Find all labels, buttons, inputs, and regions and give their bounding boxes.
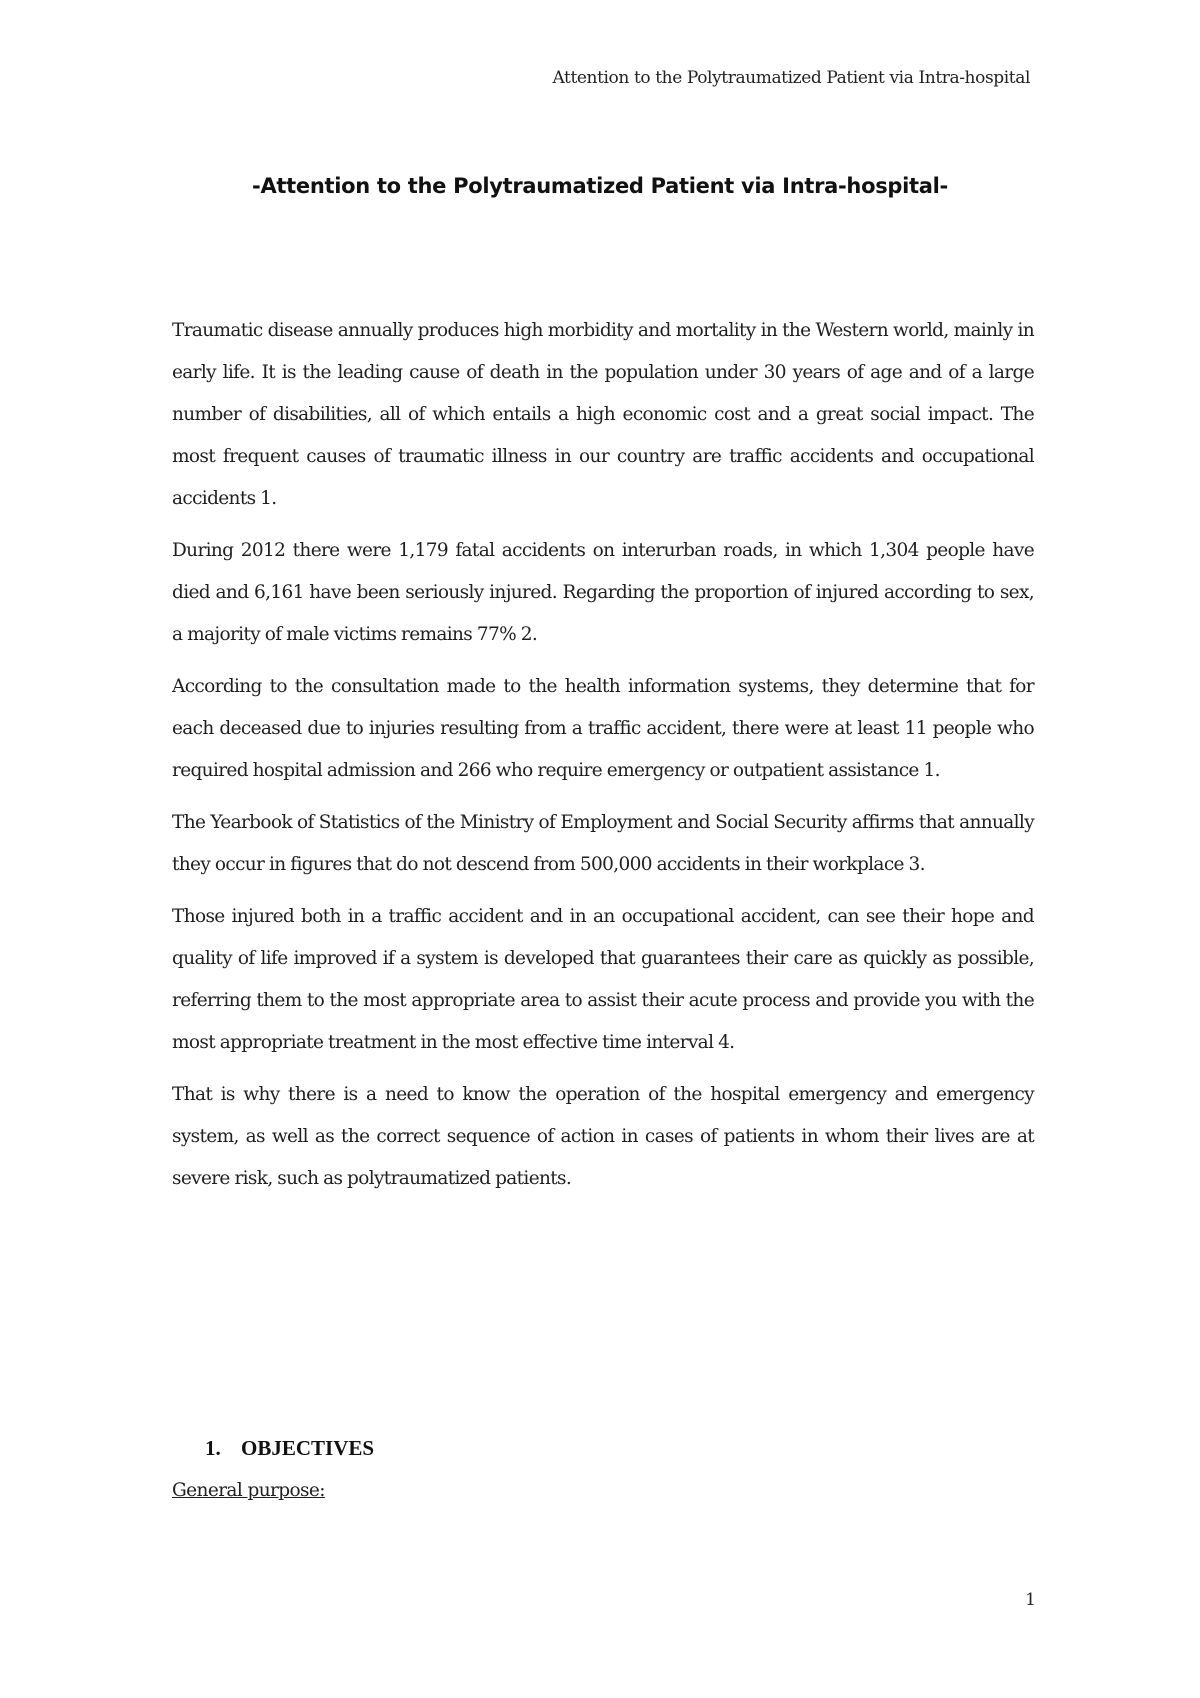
page-number: 1: [1025, 1590, 1036, 1610]
paragraph-2012-accidents: During 2012 there were 1,179 fatal accidents on interurban roads, in which 1,304 people have died and 6,161 have been seriously injured. Regarding the proportion of injured according to sex, a majority of male victims remains 77% 2.: [172, 540, 1034, 645]
section-title: OBJECTIVES: [241, 1436, 375, 1460]
paragraph-need-to-know: That is why there is a need to know the operation of the hospital emergency and emergency system, as well as the correct sequence of action in cases of patients in whom their lives are at severe risk, such as polytraumatized patients.: [172, 1084, 1034, 1189]
body-text: [172, 310, 1034, 1210]
subheading-general-purpose: General purpose:: [172, 1480, 325, 1501]
section-number: 1.: [205, 1436, 221, 1460]
paragraph-injured-care-system: Those injured both in a traffic accident and in an occupational accident, can see their hope and quality of life improved if a system is developed that guarantees their care as quickly as possible, referring them to the most appropriate area to assist their acute process and provide you with the most appropriate treatment in the most effective time interval 4.: [172, 906, 1034, 1053]
paragraph-yearbook-statistics: The Yearbook of Statistics of the Ministry of Employment and Social Security affirms that annually they occur in figures that do not descend from 500,000 accidents in their workplace 3.: [172, 812, 1034, 875]
running-header: Attention to the Polytraumatized Patient via Intra-hospital: [552, 68, 1030, 88]
paragraph-health-information: According to the consultation made to the health information systems, they determine that for each deceased due to injuries resulting from a traffic accident, there were at least 11 people who required hospital admission and 266 who require emergency or outpatient assistance 1.: [172, 676, 1034, 781]
paragraph-traumatic-disease: Traumatic disease annually produces high morbidity and mortality in the Western world, mainly in early life. It is the leading cause of death in the population under 30 years of age and of a large number of disabilities, all of which entails a high economic cost and a great social impact. The most frequent causes of traumatic illness in our country are traffic accidents and occupational accidents 1.: [172, 320, 1034, 509]
document-title: -Attention to the Polytraumatized Patient via Intra-hospital-: [252, 174, 948, 198]
section-heading-objectives: [205, 1436, 374, 1461]
